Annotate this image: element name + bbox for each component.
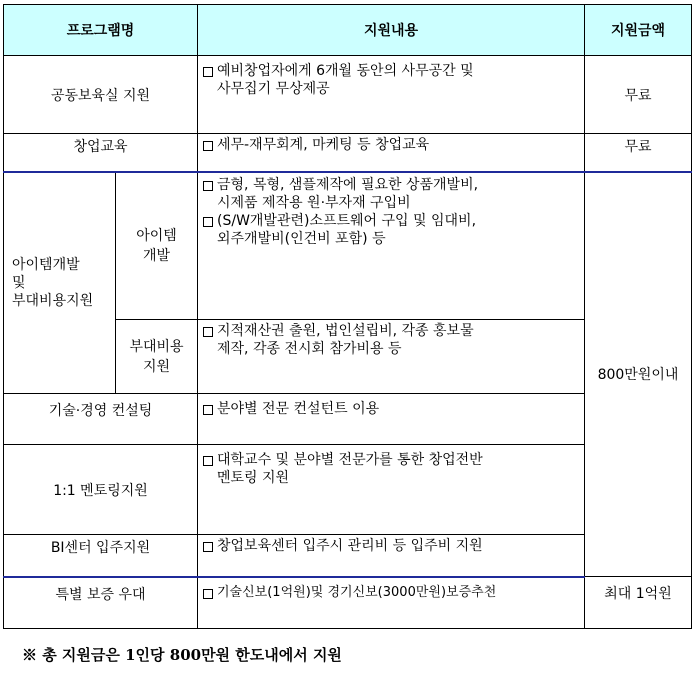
item-text: 금형, 목형, 샘플제작에 필요한 상품개발비, 시제품 제작용 원·부자재 구입비 bbox=[217, 176, 479, 211]
header-program: 프로그램명 bbox=[4, 5, 198, 56]
bullet-item bbox=[202, 322, 580, 358]
square-bullet-icon bbox=[203, 327, 213, 337]
program-name bbox=[4, 535, 198, 577]
square-bullet-icon bbox=[203, 181, 213, 191]
amount-office: 무료 bbox=[624, 87, 652, 104]
program-guarantee-label: 특별 보증 우대 bbox=[55, 586, 146, 603]
amount-cell bbox=[585, 134, 692, 172]
item-text: 대학교수 및 분야별 전문가를 통한 창업전반 멘토링 지원 bbox=[217, 452, 483, 486]
bullet-item bbox=[202, 584, 580, 602]
item-text: 지적재산권 출원, 법인설립비, 각종 홍보물 제작, 각종 전시회 참가비용 등 bbox=[217, 323, 474, 357]
amount-shared: 800만원이내 bbox=[597, 367, 679, 384]
program-name bbox=[4, 134, 198, 172]
square-bullet-icon bbox=[203, 405, 213, 415]
program-name bbox=[4, 445, 198, 535]
program-office-label: 공동보육실 지원 bbox=[50, 87, 151, 104]
square-bullet-icon bbox=[203, 456, 213, 466]
square-bullet-icon bbox=[203, 217, 213, 227]
program-group-name bbox=[4, 172, 116, 394]
program-name bbox=[4, 56, 198, 134]
item-text: 창업보육센터 입주시 관리비 등 입주비 지원 bbox=[217, 538, 483, 554]
program-name bbox=[4, 394, 198, 445]
bullet-item bbox=[202, 400, 580, 418]
footnote: ※ 총 지원금은 1인당 800만원 한도내에서 지원 bbox=[22, 646, 342, 664]
content-cell bbox=[198, 172, 585, 320]
bullet-item bbox=[202, 62, 580, 98]
item-text: 기술신보(1억원)및 경기신보(3000만원)보증추천 bbox=[217, 584, 497, 600]
bullet-item bbox=[202, 212, 580, 248]
content-cell bbox=[198, 394, 585, 445]
content-cell bbox=[198, 134, 585, 172]
content-cell bbox=[198, 535, 585, 577]
content-cell bbox=[198, 445, 585, 535]
sub-program-name bbox=[116, 320, 198, 394]
item-text: 분야별 전문 컨설턴트 이용 bbox=[217, 401, 380, 417]
support-program-table bbox=[3, 4, 692, 629]
bullet-item bbox=[202, 537, 580, 555]
row-guarantee bbox=[4, 577, 692, 629]
header-content: 지원내용 bbox=[198, 5, 585, 56]
program-item-dev-label: 아이템 개발 bbox=[136, 227, 177, 264]
header-row bbox=[4, 5, 692, 56]
content-cell bbox=[198, 320, 585, 394]
row-education bbox=[4, 134, 692, 172]
item-text: 세무-재무회계, 마케팅 등 창업교육 bbox=[217, 137, 430, 153]
square-bullet-icon bbox=[203, 67, 213, 77]
bullet-item bbox=[202, 176, 580, 212]
square-bullet-icon bbox=[203, 141, 213, 151]
amount-education: 무료 bbox=[624, 139, 652, 155]
content-cell bbox=[198, 577, 585, 629]
amount-guarantee: 최대 1억원 bbox=[604, 586, 672, 602]
program-name bbox=[4, 577, 198, 629]
amount-cell-shared bbox=[585, 172, 692, 577]
program-education-label: 창업교육 bbox=[73, 139, 128, 155]
sub-program-name bbox=[116, 172, 198, 320]
content-cell bbox=[198, 56, 585, 134]
program-bi-label: BI센터 입주지원 bbox=[50, 540, 151, 556]
bullet-item bbox=[202, 451, 580, 487]
program-item-group-label: 아이템개발 및 부대비용지원 bbox=[12, 256, 94, 309]
square-bullet-icon bbox=[203, 542, 213, 552]
program-mentoring-label: 1:1 멘토링지원 bbox=[53, 482, 148, 499]
row-office bbox=[4, 56, 692, 134]
header-amount: 지원금액 bbox=[585, 5, 692, 56]
amount-cell bbox=[585, 56, 692, 134]
amount-cell bbox=[585, 577, 692, 629]
row-item-dev bbox=[4, 172, 692, 320]
program-consulting-label: 기술·경영 컨설팅 bbox=[48, 403, 153, 419]
bullet-item bbox=[202, 136, 580, 154]
item-text: 예비창업자에게 6개월 동안의 사무공간 및 사무집기 무상제공 bbox=[217, 63, 474, 97]
square-bullet-icon bbox=[203, 589, 213, 599]
item-text: (S/W개발관련)소프트웨어 구입 및 임대비, 외주개발비(인건비 포함) 등 bbox=[217, 212, 477, 247]
program-extra-label: 부대비용 지원 bbox=[129, 338, 184, 375]
